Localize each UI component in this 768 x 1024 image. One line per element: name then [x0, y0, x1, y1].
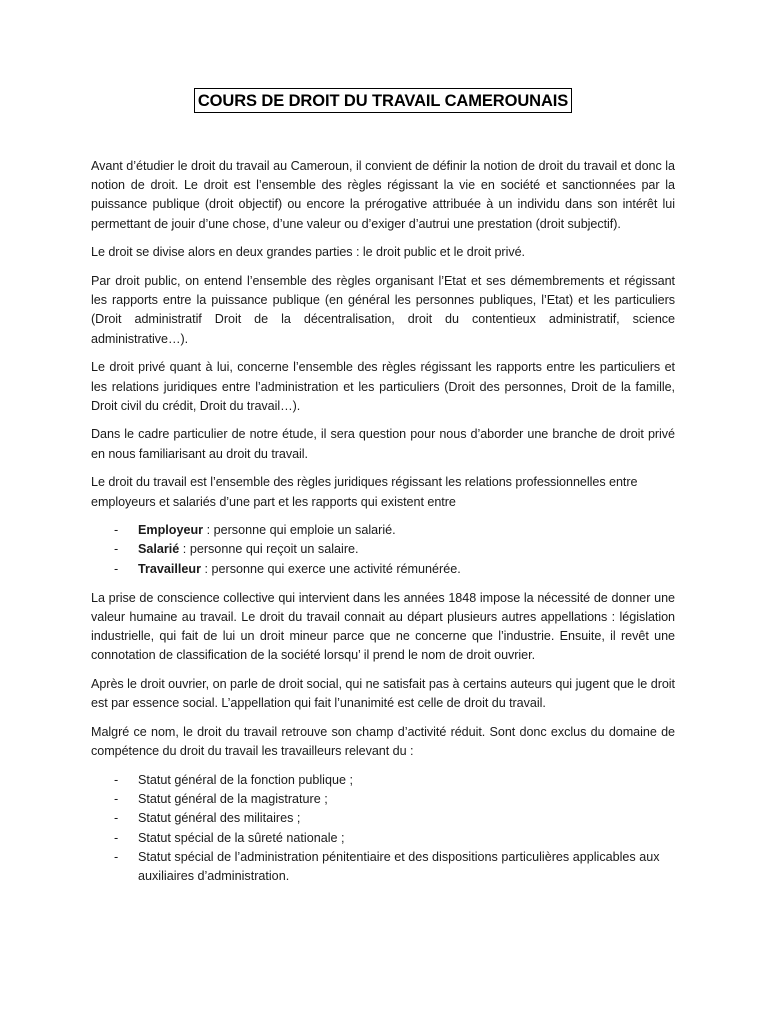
paragraph-exclusions-intro: Malgré ce nom, le droit du travail retrouve son champ d’activité réduit. Sont donc exclus du domaine de compétence du droit du travail les travailleurs relevant du :: [91, 725, 675, 759]
definition-separator: :: [203, 523, 214, 538]
exclusion-text: Statut général de la magistrature ;: [138, 792, 328, 807]
list-dash: -: [114, 772, 119, 787]
list-item: [91, 540, 675, 559]
definition-text: personne qui emploie un salarié.: [213, 523, 396, 538]
exclusion-text: Statut spécial de la sûreté nationale ;: [138, 830, 345, 845]
list-item: [91, 560, 675, 579]
list-dash: -: [114, 523, 119, 538]
definition-text: personne qui exerce une activité rémunérée.: [211, 561, 461, 576]
definition-term: Salarié: [138, 542, 180, 557]
definition-text: personne qui reçoit un salaire.: [189, 542, 359, 557]
list-item: [91, 848, 675, 886]
list-dash: -: [114, 792, 119, 807]
definition-separator: :: [179, 542, 190, 557]
document-title: COURS DE DROIT DU TRAVAIL CAMEROUNAIS: [194, 88, 572, 113]
list-dash: -: [114, 830, 119, 845]
list-dash: -: [114, 849, 119, 864]
list-dash: -: [114, 542, 119, 557]
paragraph-definition-droit-travail: Le droit du travail est l’ensemble des règles juridiques régissant les relations professionnelles entre employeurs et salariés d’une part et les rapports qui existent entre: [91, 475, 638, 509]
exclusion-text: Statut général des militaires ;: [138, 811, 301, 826]
definition-separator: :: [201, 561, 212, 576]
title-container: [91, 88, 675, 113]
paragraph-historique: La prise de conscience collective qui intervient dans les années 1848 impose la nécessité de donner une valeur humaine au travail. Le droit du travail connait au départ plusieurs autres appellations : législation industrielle, qui fait de lui un droit mineur parce que ne concerne que l’industrie. Ensuite, il revêt une connotation de classification de la société lorsqu’ il prend le nom de droit ouvrier.: [91, 590, 675, 663]
paragraph-droit-social: Après le droit ouvrier, on parle de droit social, qui ne satisfait pas à certains auteurs qui jugent que le droit est par essence social. L’appellation qui fait l’unanimité est celle de droit du travail.: [91, 677, 675, 711]
list-item: [91, 809, 675, 828]
list-item: [91, 771, 675, 790]
paragraph-cadre-etude: Dans le cadre particulier de notre étude, il sera question pour nous d’aborder une branche de droit privé en nous familiarisant au droit du travail.: [91, 427, 675, 461]
definition-term: Employeur: [138, 523, 204, 538]
definition-term: Travailleur: [138, 561, 202, 576]
exclusion-text: Statut général de la fonction publique ;: [138, 772, 353, 787]
paragraph-division-droit: Le droit se divise alors en deux grandes parties : le droit public et le droit privé.: [91, 245, 525, 260]
paragraph-droit-public: Par droit public, on entend l’ensemble des règles organisant l’Etat et ses démembrements et régissant les rapports entre la puissance publique (en général les personnes publiques, l’Etat) et les particuliers (Droit administratif Droit de la décentralisation, droit du contentieux administratif, science administrative…).: [91, 274, 675, 346]
exclusions-list: [91, 771, 675, 886]
document-page: [91, 88, 675, 896]
exclusion-text: Statut spécial de l’administration pénitentiaire et des dispositions particulières applicables aux auxiliaires d’administration.: [138, 849, 660, 883]
paragraph-droit-prive: Le droit privé quant à lui, concerne l’ensemble des règles régissant les rapports entre les particuliers et les relations juridiques entre l’administration et les particuliers (Droit des personnes, Droit de la famille, Droit civil du crédit, Droit du travail…).: [91, 360, 675, 413]
paragraph-definition-droit: Avant d’étudier le droit du travail au Cameroun, il convient de définir la notion de droit du travail et donc la notion de droit. Le droit est l’ensemble des règles régissant la vie en société et sanctionnées par la puissance publique (droit objectif) ou encore la prérogative attribuée à un individu dans son intérêt lui permettant de jouir d’une chose, d’une valeur ou d’exiger d’autrui une prestation (droit subjectif).: [91, 159, 675, 231]
definitions-list: [91, 521, 675, 579]
list-item: [91, 521, 675, 540]
list-dash: -: [114, 811, 119, 826]
list-item: [91, 790, 675, 809]
list-item: [91, 829, 675, 848]
list-dash: -: [114, 561, 119, 576]
